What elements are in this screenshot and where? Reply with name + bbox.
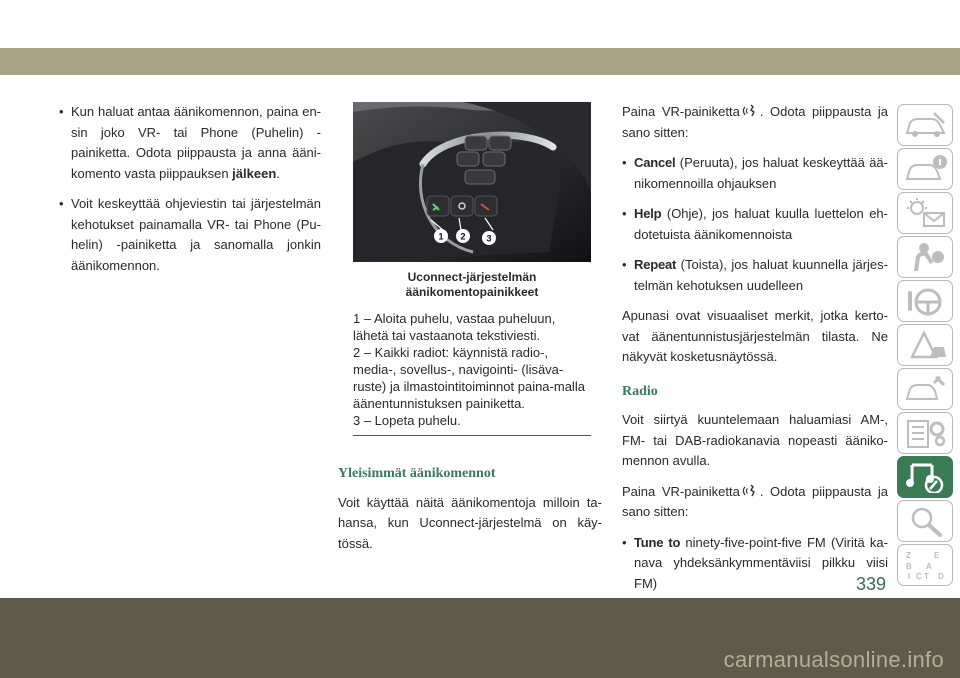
list-item [622,533,888,595]
text-span: Paina VR-painiketta [622,483,740,499]
list-item [622,153,888,194]
bullet-text: (Toista), jos haluat kuunnella järjes-telmän kehotuksen uudelleen [634,257,888,293]
bullet-text: (Peruuta), jos haluat keskeyttää ää-nikomennoilla ohjauksen [634,155,888,191]
list-item [622,204,888,245]
list-item [622,255,888,296]
car-seatbelt-icon [904,109,948,141]
tab-light-mail[interactable] [897,192,953,234]
bullet-text: ninety-five-point-five FM (Viritä ka-nava yhdeksänkymmentäviisi pilkku viisi FM) [634,534,888,591]
paragraph [622,102,888,143]
emphasis-text: jälkeen [232,165,277,181]
car-wrench-icon [904,373,948,405]
paragraph: Apunasi ovat visuaaliset merkit, jotka kerto-vat äänentunnistusjärjestelmän tilasta. Ne näkyvät kosketusnäytössä. [622,308,888,364]
paragraph: Voit siirtyä kuuntelemaan haluamiasi AM-, FM- tai DAB-radiokanavia nopeasti ääniko-mennon avulla. [622,412,888,468]
paragraph: Voit käyttää näitä äänikomentoja milloin ta-hansa, kun Uconnect-järjestelmä on käy-tössä. [338,494,602,551]
text-span: . Odota piippausta ja sano sitten: [622,104,889,140]
figure-legend [353,310,591,436]
svg-text:T: T [924,572,929,581]
list-item [59,102,321,184]
bullet-text: Voit keskeyttää ohjeviestin tai järjestelmän kehotukset painamalla VR- tai Phone (Pu-helin) -painiketta ja sanomalla jonkin äänikomennon. [71,196,321,273]
tab-magnifier[interactable] [897,500,953,542]
warning-road-icon [904,329,948,361]
watermark: carmanualsonline.info [723,647,944,672]
tab-music-navigation[interactable] [897,456,953,498]
car-info-icon [904,153,948,185]
voice-recognition-icon [742,483,758,499]
svg-text:D: D [938,572,944,581]
figure-title: Uconnect-järjestelmän äänikomentopainikkeet [405,270,539,299]
tab-car-wrench[interactable] [897,368,953,410]
callout-3: 3 [486,233,492,244]
legend-item: 1 – Aloita puhelu, vastaa puheluun, lähetä tai vastaanota tekstiviesti. [353,311,556,343]
steering-wheel-illustration [353,102,591,262]
bullet-text: (Ohje), jos haluat kuulla luettelon eh-dotetuista äänikomennoista [634,206,888,242]
column-right [622,102,888,604]
column-middle [338,102,602,564]
legend-item: 3 – Lopeta puhelu. [353,413,461,428]
tab-checklist-gears[interactable] [897,412,953,454]
magnifier-icon [904,505,948,537]
text-span: . Odota piippausta ja sano sitten: [622,483,889,519]
bullet-text: Kun haluat antaa äänikomennon, paina en-sin joko VR- tai Phone (Puhelin) -painiketta. Odota piippausta ja anna ääni-komento vasta piippauksen [71,104,321,181]
callout-2: 2 [460,231,466,242]
svg-text:E: E [934,551,940,560]
tab-alphabet-index[interactable] [897,544,953,586]
steering-wheel-icon [904,285,948,317]
steering-wheel-photo [353,102,591,262]
callout-1: 1 [438,231,444,242]
text-span: Paina VR-painiketta [622,104,740,119]
page-number: 339 [856,574,887,594]
legend-item: 2 – Kaikki radiot: käynnistä radio-, media-, sovellus-, navigointi- (lisäva-ruste) ja ilmastointitoiminnot paina-malla äänentunnistuksen painiketta. [353,345,585,411]
column-left [59,102,321,286]
tab-car-info[interactable] [897,148,953,190]
airbag-person-icon [904,241,948,273]
svg-text:I: I [908,572,911,581]
tab-airbag-person[interactable] [897,236,953,278]
svg-text:C: C [916,572,922,581]
section-heading: Yleisimmät äänikomennot [338,466,496,481]
paragraph [622,482,888,523]
svg-text:B: B [906,562,912,571]
music-navigation-icon [904,461,948,493]
tab-car-seatbelt[interactable] [897,104,953,146]
section-heading: Radio [622,383,658,399]
tab-steering-wheel[interactable] [897,280,953,322]
checklist-gears-icon [904,417,948,449]
svg-text:Z: Z [906,551,911,560]
alphabet-index-icon [904,549,948,581]
header-band [0,48,960,75]
light-mail-icon [904,197,948,229]
punctuation: . [276,165,280,181]
command-keyword: Help [634,206,662,221]
voice-recognition-icon [742,103,758,119]
svg-text:A: A [926,562,932,571]
tab-warning-road[interactable] [897,324,953,366]
command-keyword: Cancel [634,155,676,170]
command-keyword: Tune to [634,534,681,550]
command-keyword: Repeat [634,257,677,272]
list-item [59,194,321,276]
